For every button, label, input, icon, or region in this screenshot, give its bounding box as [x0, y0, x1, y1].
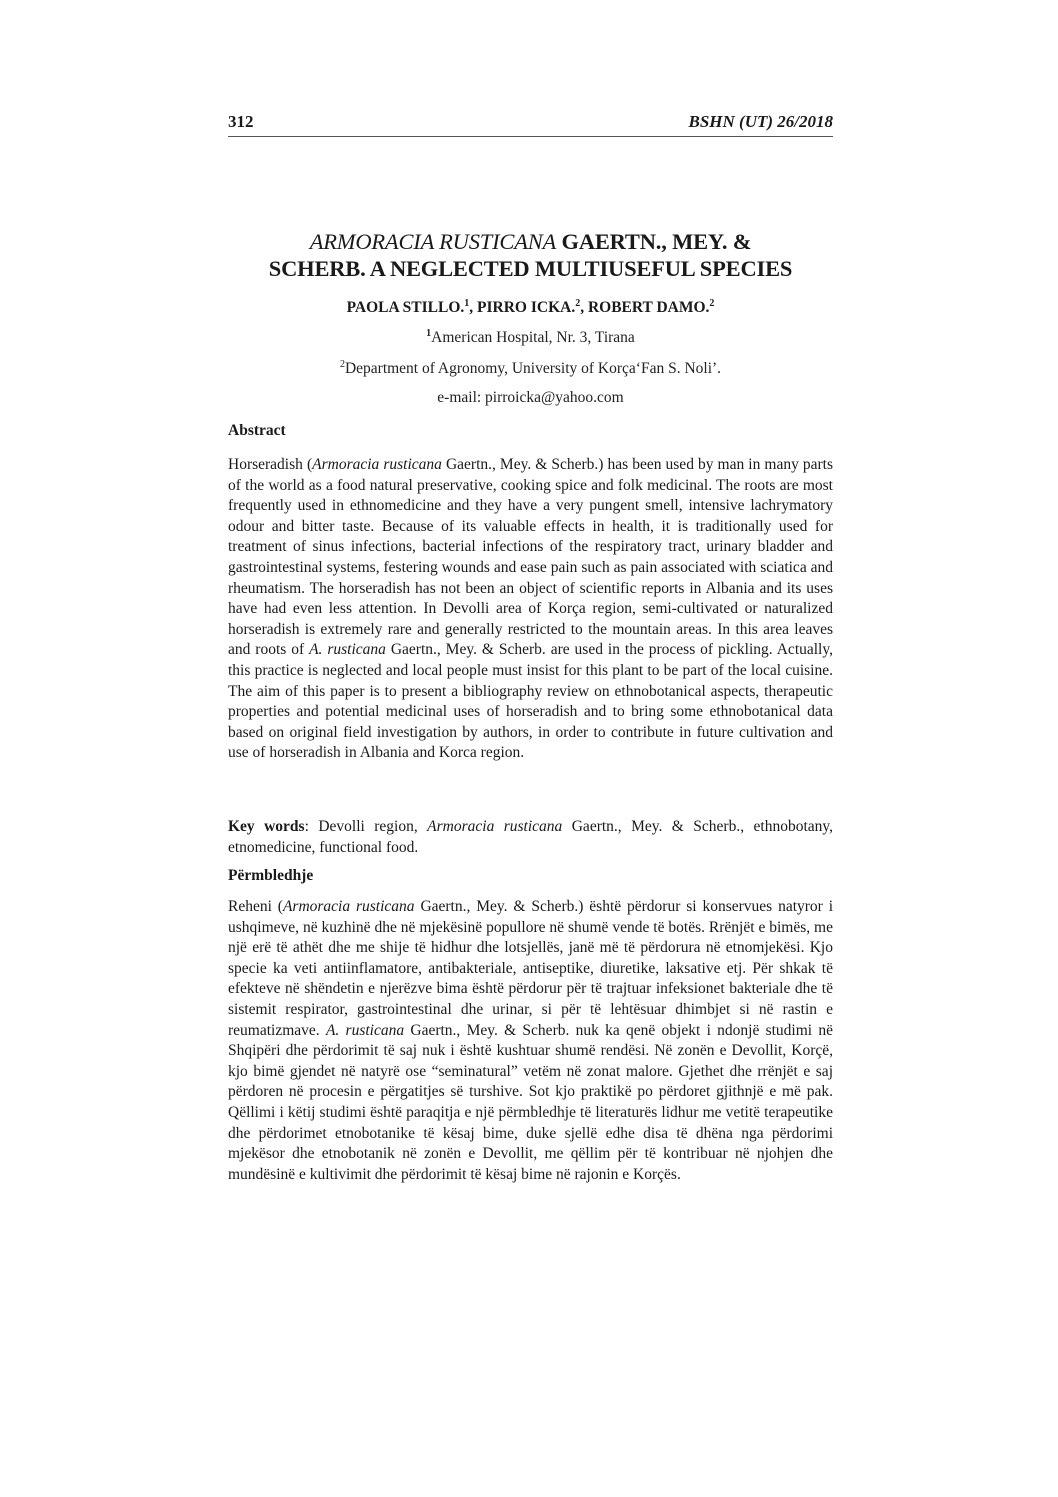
author-1: PAOLA STILLO. — [346, 299, 465, 317]
affiliation-1-mark: 1 — [426, 328, 432, 339]
title-species-name: ARMORACIA RUSTICANA — [309, 229, 557, 254]
page-number: 312 — [228, 112, 254, 131]
author-1-affiliation-mark: 1 — [464, 298, 470, 309]
permbledhje-species-italic-2: A. rusticana — [325, 1021, 405, 1039]
keywords-label: Key words — [228, 818, 305, 835]
contact-email: e-mail: pirroicka@yahoo.com — [437, 389, 624, 406]
author-2-affiliation-mark: 2 — [575, 298, 581, 309]
abstract-species-italic-1: Armoracia rusticana — [312, 456, 442, 473]
keywords-species-italic: Armoracia rusticana — [427, 818, 563, 835]
affiliation-2-mark: 2 — [339, 359, 345, 370]
paper-title — [208, 228, 853, 282]
author-2: PIRRO ICKA. — [477, 299, 576, 317]
abstract-body — [228, 455, 833, 764]
abstract-species-italic-2: A. rusticana — [309, 641, 386, 659]
title-line2: SCHERB. A NEGLECTED MULTIUSEFUL SPECIES — [268, 256, 793, 281]
affiliation-2-text: Department of Agronomy, University of Korça‘Fan S. Noli’. — [344, 360, 722, 378]
abstract-heading: Abstract — [228, 422, 286, 439]
keywords-text-1: : Devolli region, — [304, 818, 428, 835]
running-header — [228, 112, 833, 137]
affiliation-2 — [228, 359, 833, 378]
abstract-text-2: Gaertn., Mey. & Scherb.) has been used by man in many parts of the world as a food natural preservative, cooking spice and folk medicinal. The roots are most frequently used in ethnomedicine and they have a very pungent smell, intensive lachrymatory odour and bitter taste. Because of its valuable effects in health, it is traditionally used for treatment of sinus infections, bacterial infections of the respiratory tract, urinary bladder and gastrointestinal systems, festering wounds and ease pain such as pain associated with sciatica and rheumatism. The horseradish has not been an object of scientific reports in Albania and its uses have had even less attention. In Devolli area of Korça region, semi-cultivated or naturalized horseradish is extremely rare and generally restricted to the mountain areas. In this area leaves and roots of — [228, 456, 834, 659]
permbledhje-body — [228, 897, 833, 1185]
permbledhje-text-1: Reheni ( — [228, 898, 283, 915]
affiliation-1 — [228, 328, 833, 347]
permbledhje-species-italic-1: Armoracia rusticana — [282, 898, 415, 915]
affiliation-1-text: American Hospital, Nr. 3, Tirana — [431, 329, 635, 347]
permbledhje-text-2: Gaertn., Mey. & Scherb.) është përdorur si konservues natyror i ushqimeve, në kuzhinë dhe në mjekësinë popullore në shumë vende të botës. Rrënjët e bimës, me një erë të athët dhe me shije të hidhur dhe lotsjellës, janë më të përdorura në etnomjekësi. Kjo specie ka veti antiinflamatore, antibakteriale, antiseptike, diuretike, laksative etj. Për shkak të efekteve në shëndetin e njerëzve bima është përdorur për të trajtuar infeksionet bakteriale dhe të sistemit respirator, gastrointestinal dhe urinar, si për të lehtësuar dhimbjet si në rastin e reumatizmave. — [228, 898, 834, 1039]
abstract-text-1: Horseradish ( — [228, 456, 313, 473]
keywords-text-2: Gaertn., Mey. & Scherb., ethnobotany, etnomedicine, functional food. — [228, 818, 833, 856]
title-line1-rest: GAERTN., MEY. & — [556, 229, 752, 254]
author-list: PAOLA STILLO.$^1$, PIRRO ICKA.$^2$, ROBERT DAMO.$^2$ — [346, 298, 715, 317]
keywords — [228, 817, 833, 858]
abstract-text-3: Gaertn., Mey. & Scherb. are used in the process of pickling. Actually, this practice is neglected and local people must insist for this plant to be part of the local cuisine. The aim of this paper is to present a bibliography review on ethnobotanical aspects, therapeutic properties and potential medicinal uses of horseradish and to bring some ethnobotanical data based on original field investigation by authors, in order to contribute in future cultivation and use of horseradish in Albania and Korca region. — [228, 641, 833, 762]
author-3: ROBERT DAMO. — [587, 299, 710, 317]
author-3-affiliation-mark: 2 — [709, 298, 715, 309]
journal-reference: BSHN (UT) 26/2018 — [688, 112, 833, 131]
permbledhje-heading: Përmbledhje — [228, 867, 314, 884]
permbledhje-text-3: Gaertn., Mey. & Scherb. nuk ka qenë objekt i ndonjë studimi në Shqipëri dhe përdorimit të saj nuk i është kushtuar shumë rendësi. Në zonën e Devollit, Korçë, kjo bimë gjendet në natyrë ose “seminatural” vetëm në zonat malore. Gjethet dhe rrënjët e saj përdoren në procesin e përgatitjes së turshive. Sot kjo praktikë po përdoret gjithnjë e më pak. Qëllimi i këtij studimi është paraqitja e një përmbledhje të literaturës lidhur me vetitë terapeutike dhe përdorimet etnobotanike të kësaj bime, duke sjellë edhe disa të dhëna nga përdorimi mjekësor dhe etnobotanik në zonën e Devollit, me qëllim për të kontribuar në njohjen dhe mundësinë e kultivimit dhe përdorimit të kësaj bime në rajonin e Korçës. — [228, 1021, 833, 1183]
